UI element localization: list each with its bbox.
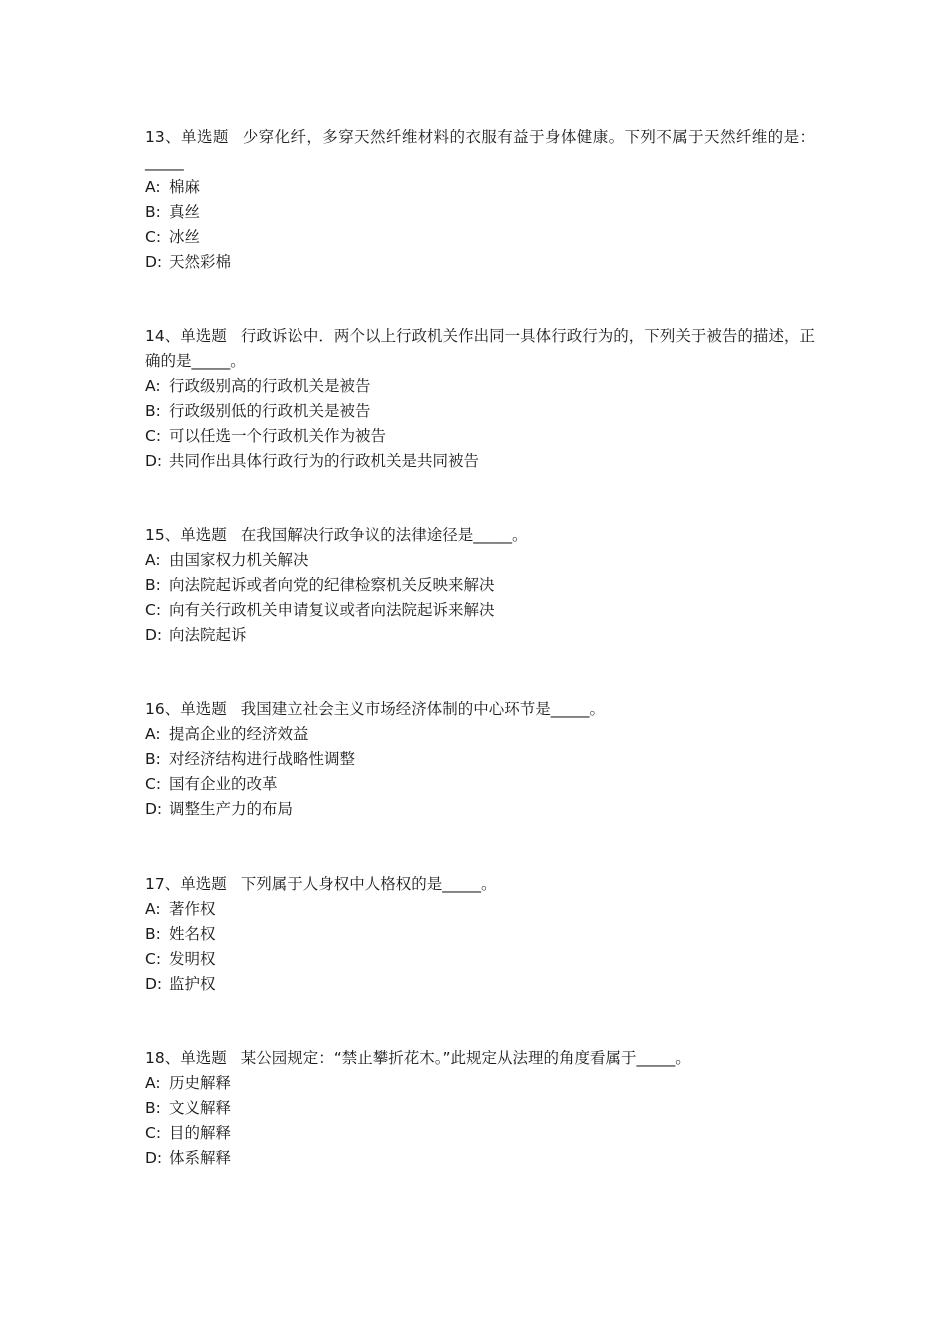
question-number: 16、 — [145, 700, 181, 718]
option-text: 历史解释 — [169, 1074, 232, 1092]
option-letter: A: — [145, 900, 161, 918]
option-text: 向法院起诉或者向党的纪律检察机关反映来解决 — [169, 576, 495, 594]
option-c — [145, 1121, 815, 1146]
option-letter: D: — [145, 253, 163, 271]
option-a — [145, 548, 815, 573]
option-text: 国有企业的改革 — [169, 775, 278, 793]
question-number: 14、 — [145, 327, 181, 345]
question-14 — [145, 324, 815, 474]
option-letter: A: — [145, 377, 161, 395]
option-d — [145, 797, 815, 822]
option-letter: B: — [145, 576, 161, 594]
question-13 — [145, 125, 815, 275]
option-text: 著作权 — [169, 900, 216, 918]
option-letter: B: — [145, 203, 161, 221]
option-letter: B: — [145, 1099, 161, 1117]
option-text: 调整生产力的布局 — [169, 800, 294, 818]
question-text: 在我国解决行政争议的法律途径是_____。 — [240, 526, 528, 544]
question-stem — [145, 872, 815, 897]
option-text: 真丝 — [169, 203, 201, 221]
question-15 — [145, 523, 815, 648]
question-type: 单选题 — [180, 1049, 227, 1067]
option-letter: D: — [145, 1149, 163, 1167]
option-b — [145, 922, 815, 947]
question-text: 行政诉讼中．两个以上行政机关作出同一具体行政行为的，下列关于被告的描述，正确的是_____。 — [145, 327, 815, 370]
question-text: 下列属于人身权中人格权的是_____。 — [240, 875, 497, 893]
question-stem — [145, 523, 815, 548]
option-text: 监护权 — [169, 975, 216, 993]
option-c — [145, 225, 815, 250]
option-b — [145, 573, 815, 598]
option-d — [145, 449, 815, 474]
option-letter: B: — [145, 925, 161, 943]
question-type: 单选题 — [180, 700, 227, 718]
option-letter: D: — [145, 975, 163, 993]
option-a — [145, 897, 815, 922]
option-text: 行政级别高的行政机关是被告 — [169, 377, 371, 395]
option-a — [145, 175, 815, 200]
option-letter: D: — [145, 800, 163, 818]
question-type: 单选题 — [181, 128, 229, 146]
option-c — [145, 598, 815, 623]
option-text: 向法院起诉 — [169, 626, 247, 644]
option-d — [145, 1146, 815, 1171]
question-text: 某公园规定：“禁止攀折花木。”此规定从法理的角度看属于_____。 — [240, 1049, 691, 1067]
question-type: 单选题 — [180, 526, 227, 544]
option-letter: D: — [145, 452, 163, 470]
option-text: 发明权 — [169, 950, 216, 968]
option-letter: C: — [145, 1124, 162, 1142]
option-text: 行政级别低的行政机关是被告 — [169, 402, 371, 420]
option-b — [145, 747, 815, 772]
option-d — [145, 623, 815, 648]
option-letter: A: — [145, 725, 161, 743]
option-letter: A: — [145, 178, 161, 196]
question-number: 13、 — [145, 128, 182, 146]
option-text: 天然彩棉 — [169, 253, 232, 271]
option-letter: C: — [145, 228, 162, 246]
option-d — [145, 972, 815, 997]
question-text: 少穿化纤，多穿天然纤维材料的衣服有益于身体健康。下列不属于天然纤维的是：_____ — [145, 128, 815, 171]
option-letter: B: — [145, 750, 161, 768]
option-letter: D: — [145, 626, 163, 644]
option-text: 由国家权力机关解决 — [169, 551, 309, 569]
option-text: 可以任选一个行政机关作为被告 — [169, 427, 387, 445]
option-b — [145, 399, 815, 424]
question-stem — [145, 125, 815, 175]
option-text: 目的解释 — [169, 1124, 232, 1142]
option-text: 对经济结构进行战略性调整 — [169, 750, 356, 768]
option-a — [145, 374, 815, 399]
option-c — [145, 947, 815, 972]
option-letter: C: — [145, 775, 162, 793]
question-type: 单选题 — [180, 875, 227, 893]
option-text: 姓名权 — [169, 925, 216, 943]
option-letter: B: — [145, 402, 161, 420]
option-text: 提高企业的经济效益 — [169, 725, 309, 743]
question-stem — [145, 1046, 815, 1071]
option-letter: C: — [145, 427, 162, 445]
question-number: 17、 — [145, 875, 181, 893]
option-b — [145, 1096, 815, 1121]
option-text: 冰丝 — [169, 228, 201, 246]
question-17 — [145, 872, 815, 997]
option-letter: A: — [145, 551, 161, 569]
option-letter: C: — [145, 950, 162, 968]
option-c — [145, 772, 815, 797]
question-stem — [145, 697, 815, 722]
question-type: 单选题 — [180, 327, 227, 345]
option-text: 文义解释 — [169, 1099, 232, 1117]
question-stem — [145, 324, 815, 374]
question-number: 15、 — [145, 526, 181, 544]
option-a — [145, 1071, 815, 1096]
option-text: 体系解释 — [169, 1149, 232, 1167]
option-c — [145, 424, 815, 449]
option-text: 向有关行政机关申请复议或者向法院起诉来解决 — [169, 601, 495, 619]
option-d — [145, 250, 815, 275]
question-text: 我国建立社会主义市场经济体制的中心环节是_____。 — [240, 700, 606, 718]
option-text: 棉麻 — [169, 178, 201, 196]
question-16 — [145, 697, 815, 822]
option-a — [145, 722, 815, 747]
option-letter: C: — [145, 601, 162, 619]
option-letter: A: — [145, 1074, 161, 1092]
option-text: 共同作出具体行政行为的行政机关是共同被告 — [169, 452, 480, 470]
question-18 — [145, 1046, 815, 1171]
question-number: 18、 — [145, 1049, 181, 1067]
option-b — [145, 200, 815, 225]
